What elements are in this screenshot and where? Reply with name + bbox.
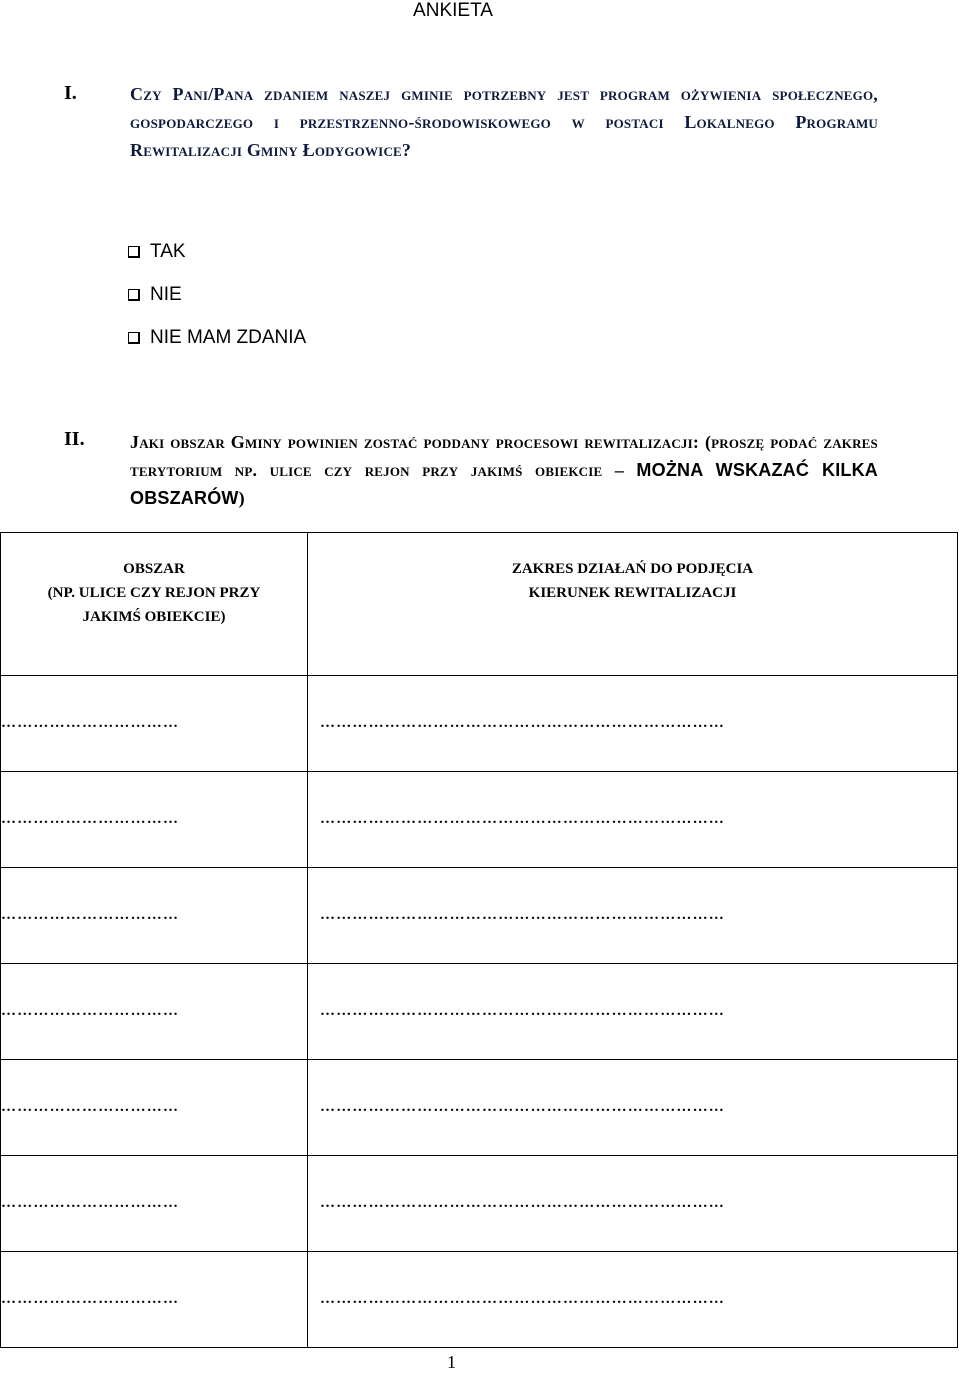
table-row (1, 1060, 958, 1156)
table-row (1, 772, 958, 868)
section-2-question (130, 428, 878, 512)
option-label: NIE MAM ZDANIA (150, 326, 307, 348)
table-row (1, 868, 958, 964)
actions-cell[interactable]: ………………………………………………………………… (308, 964, 958, 1060)
answer-options (128, 230, 306, 359)
section-2-number: II. (64, 428, 85, 450)
header-zakres (308, 533, 958, 676)
section-2-question-emphasis: MOŻNA WSKAZAĆ KILKA OBSZARÓW (130, 460, 878, 508)
actions-cell[interactable]: ………………………………………………………………… (308, 868, 958, 964)
table-row (1, 676, 958, 772)
area-cell[interactable]: …………………………… (1, 1156, 308, 1252)
option-nie-mam-zdania[interactable] (128, 316, 306, 359)
header-line: ZAKRES DZIAŁAŃ DO PODJĘCIA (511, 561, 754, 577)
area-cell[interactable]: …………………………… (1, 772, 308, 868)
checkbox-icon[interactable] (128, 246, 140, 258)
option-nie[interactable] (128, 273, 306, 316)
area-cell[interactable]: …………………………… (1, 1060, 308, 1156)
section-2-question-end: ) (238, 488, 245, 508)
table-header-row (1, 533, 958, 676)
table-row (1, 1252, 958, 1348)
header-obszar (1, 533, 308, 676)
header-line: OBSZAR (123, 561, 185, 577)
header-line: JAKIMŚ OBIEKCIE) (82, 609, 226, 625)
page-number: 1 (447, 1352, 456, 1372)
area-cell[interactable]: …………………………… (1, 676, 308, 772)
header-line: (NP. ULICE CZY REJON PRZY (47, 585, 261, 601)
table-row (1, 964, 958, 1060)
option-tak[interactable] (128, 230, 306, 273)
actions-cell[interactable]: ………………………………………………………………… (308, 1252, 958, 1348)
areas-table (0, 532, 958, 1348)
actions-cell[interactable]: ………………………………………………………………… (308, 1156, 958, 1252)
area-cell[interactable]: …………………………… (1, 868, 308, 964)
header-line: KIERUNEK REWITALIZACJI (528, 585, 737, 601)
checkbox-icon[interactable] (128, 289, 140, 301)
area-cell[interactable]: …………………………… (1, 964, 308, 1060)
table-row (1, 1156, 958, 1252)
option-label: TAK (150, 240, 186, 262)
section-1-question: Czy Pani/Pana zdaniem naszej gminie potrzebny jest program ożywienia społecznego, gospodarczego i przestrzenno-środowiskowego w postaci Lokalnego Programu Rewitalizacji Gminy Łodygowice? (130, 84, 878, 160)
option-label: NIE (150, 283, 182, 305)
actions-cell[interactable]: ………………………………………………………………… (308, 772, 958, 868)
section-1-number: I. (64, 82, 77, 104)
area-cell[interactable]: …………………………… (1, 1252, 308, 1348)
actions-cell[interactable]: ………………………………………………………………… (308, 676, 958, 772)
page-title: ANKIETA (413, 0, 493, 21)
actions-cell[interactable]: ………………………………………………………………… (308, 1060, 958, 1156)
section-2-question-text: Jaki obszar Gminy powinien zostać poddany procesowi rewitalizacji: (proszę podać zakres terytorium np. ulice czy rejon przy jakimś obiekcie – (130, 432, 878, 480)
checkbox-icon[interactable] (128, 332, 140, 344)
